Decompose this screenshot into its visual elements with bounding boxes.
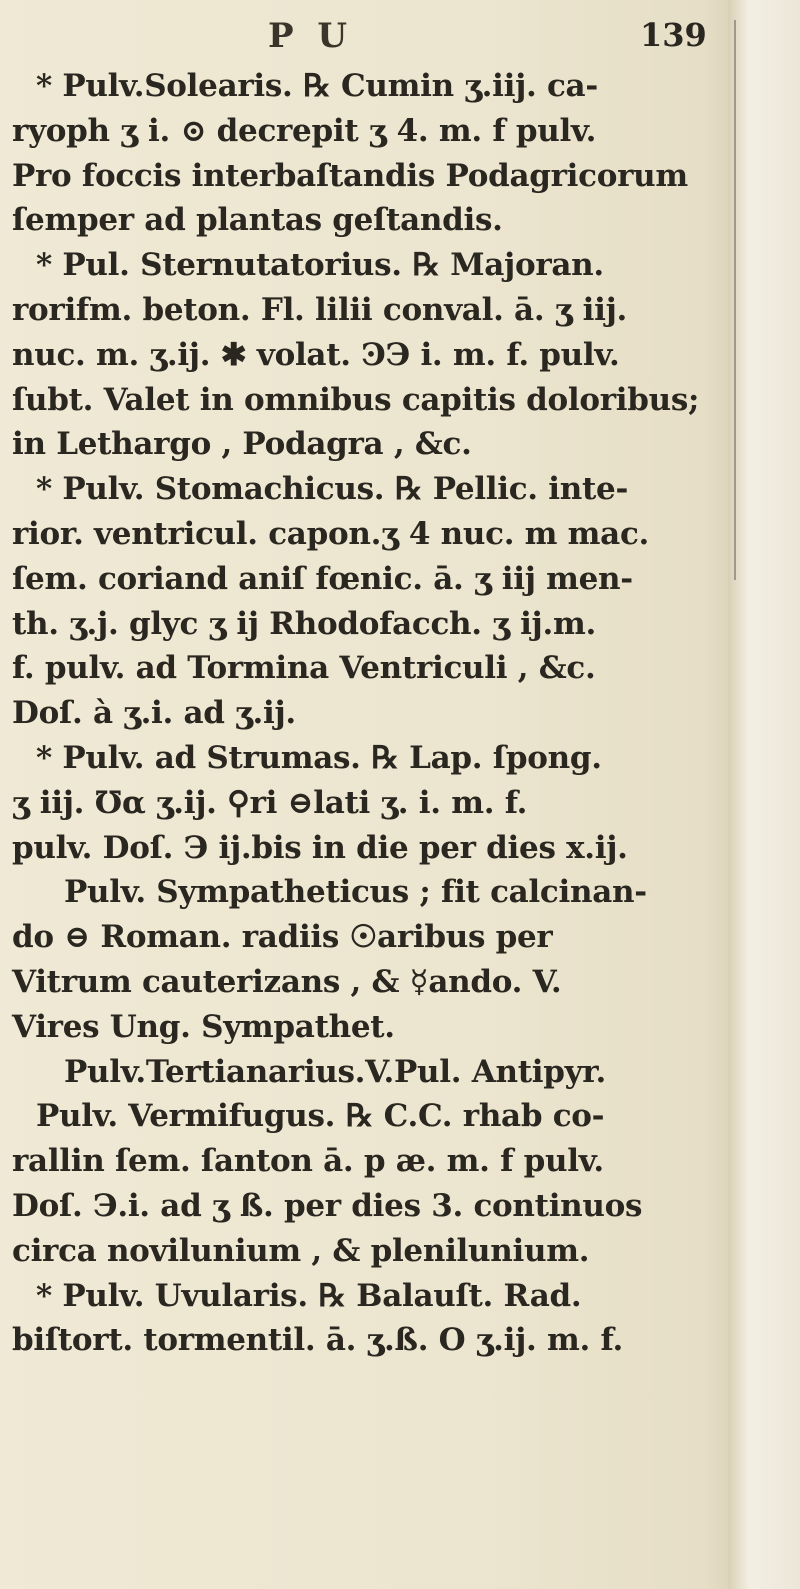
text-line: * Pulv.Solearis. ℞ Cumin ʒ.iij. ca-: [36, 68, 598, 104]
text-line: rorifm. beton. Fl. lilii conval. ā. ʒ iij.: [12, 291, 627, 328]
text-line: circa novilunium , & plenilunium.: [12, 1232, 590, 1269]
text-line: th. ʒ.j. glyc ʒ ij Rhodofacch. ʒ ij.m.: [12, 605, 596, 642]
text-line: f. pulv. ad Tormina Ventriculi , &c.: [12, 650, 596, 687]
text-line: * Pul. Sternutatorius. ℞ Majoran.: [36, 247, 604, 284]
page-header: [0, 2, 728, 62]
text-line: do ⊖ Roman. radiis ☉aribus per: [12, 919, 553, 956]
body-text: [12, 64, 724, 1363]
text-line: Doſ. Э.i. ad ʒ ß. per dies 3. continuos: [12, 1187, 643, 1224]
text-line: Vires Ung. Sympathet.: [12, 1008, 395, 1045]
text-line: Pulv. Sympatheticus ; fit calcinan-: [64, 874, 647, 911]
text-line: biſtort. tormentil. ā. ʒ.ß. O ʒ.ij. m. f.: [12, 1322, 623, 1359]
text-line: ſubt. Valet in omnibus capitis doloribus;: [12, 381, 700, 418]
running-head: P U: [268, 16, 354, 56]
text-line: Pro foccis interbaſtandis Podagricorum: [12, 157, 688, 194]
text-line: rior. ventricul. capon.ʒ 4 nuc. m mac.: [12, 515, 650, 552]
text-line: ʒ iij. ℧α ʒ.ij. ⚲ri ⊖lati ʒ. i. m. f.: [12, 784, 528, 821]
text-line: * Pulv. ad Strumas. ℞ Lap. ſpong.: [36, 739, 602, 776]
page-edge-line: [734, 20, 736, 580]
text-line: pulv. Doſ. Э ij.bis in die per dies x.ij.: [12, 829, 628, 866]
text-line: rallin ſem. ſanton ā. p æ. m. f pulv.: [12, 1143, 604, 1180]
page-edge: [728, 0, 800, 1589]
text-line: Doſ. à ʒ.i. ad ʒ.ij.: [12, 695, 296, 732]
text-line: in Lethargo , Podagra , &c.: [12, 426, 472, 463]
text-line: ryoph ʒ i. ⊙ decrepit ʒ 4. m. f pulv.: [12, 112, 597, 149]
text-line: nuc. m. ʒ.ij. ✱ volat. ϿЭ i. m. f. pulv.: [12, 336, 620, 373]
text-line: Pulv. Vermifugus. ℞ C.C. rhab co-: [36, 1098, 605, 1135]
text-line: Vitrum cauterizans , & ☿ando. V.: [12, 963, 562, 1000]
text-line: ſem. coriand aniſ fœnic. ā. ʒ iij men-: [12, 560, 633, 597]
text-line: ſemper ad plantas geſtandis.: [12, 202, 503, 239]
text-line: Pulv.Tertianarius.V.Pul. Antipyr.: [64, 1053, 606, 1090]
page-number: 139: [640, 16, 707, 54]
text-line: * Pulv. Stomachicus. ℞ Pellic. inte-: [36, 471, 629, 508]
text-line: * Pulv. Uvularis. ℞ Balauſt. Rad.: [36, 1277, 582, 1314]
